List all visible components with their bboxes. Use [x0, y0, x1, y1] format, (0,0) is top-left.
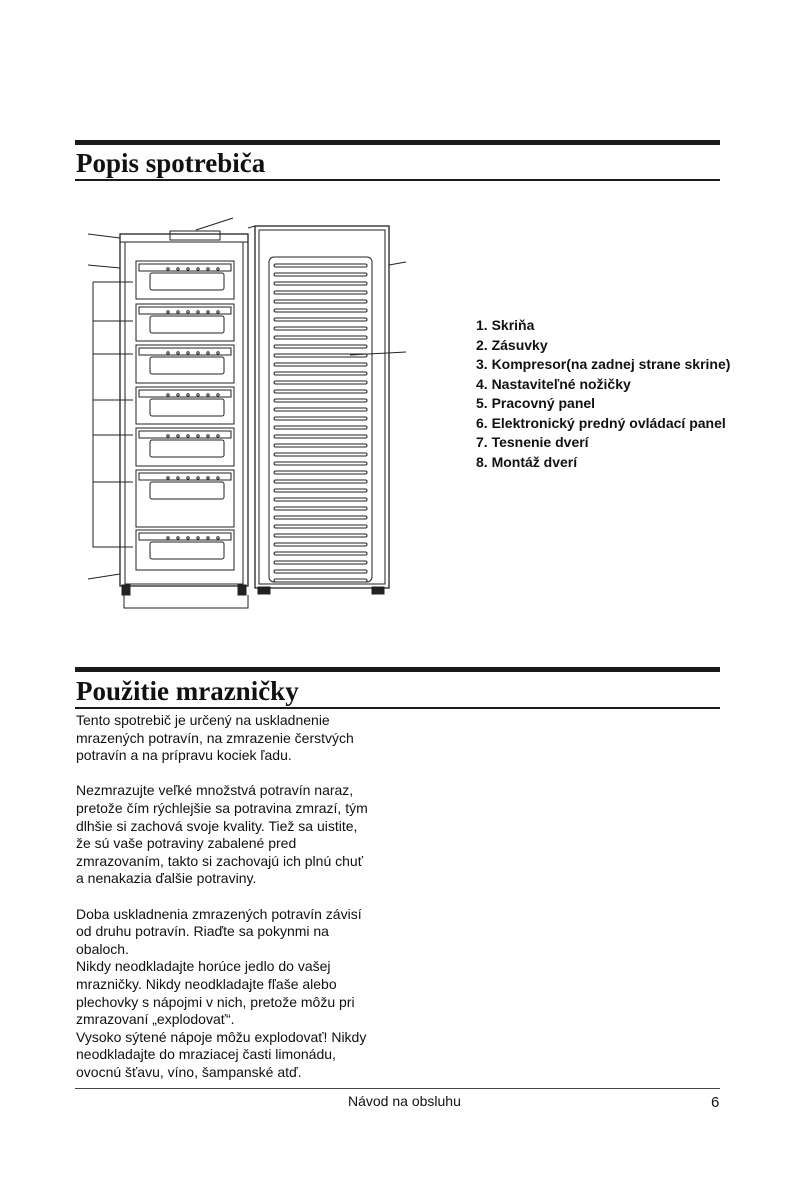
text-line: od druhu potravín. Riaďte sa pokynmi na	[76, 923, 329, 940]
legend-item: 3. Kompresor(na zadnej strane skrine)	[476, 356, 731, 372]
freezer-cabinet	[120, 218, 248, 608]
door-rail	[274, 444, 367, 447]
door-rail	[274, 336, 367, 339]
door-rail	[274, 372, 367, 375]
door-rail	[274, 552, 367, 555]
door-rail	[274, 570, 367, 573]
freezer-diagram	[88, 212, 408, 612]
door-rail	[274, 543, 367, 546]
door-rail	[274, 426, 367, 429]
text-line: ovocnú šťavu, víno, šampanské atď.	[76, 1063, 302, 1080]
section-rule-bottom	[75, 707, 720, 709]
door-rail	[274, 399, 367, 402]
text-line: Nezmrazujte veľké množstvá potravín naraz,	[76, 782, 354, 799]
section-title-description: Popis spotrebiča	[76, 148, 266, 178]
drawer	[136, 345, 234, 383]
footer-rule	[75, 1088, 720, 1089]
paragraph	[76, 906, 396, 1082]
text-line: Nikdy neodkladajte horúce jedlo do vašej	[76, 958, 331, 975]
text-line: mrazničky. Nikdy neodkladajte fľaše alebo	[76, 975, 337, 992]
text-line: že sú vaše potraviny zabalené pred	[76, 835, 297, 852]
page-number: 6	[711, 1094, 720, 1111]
text-line: mrazených potravín, na zmrazenie čerstvých	[76, 729, 354, 746]
text-line: neodkladajte do mraziacej časti limonádu,	[76, 1046, 336, 1063]
door-rail	[274, 390, 367, 393]
door-rail	[274, 318, 367, 321]
door-rail	[274, 435, 367, 438]
text-line: pretože čím rýchlejšie sa potravina zmrazí, tým	[76, 799, 368, 816]
text-line: dlhšie si zachová svoje kvality. Tiež sa uistite,	[76, 817, 358, 834]
door-rail	[274, 309, 367, 312]
drawer	[136, 304, 234, 341]
door-rail	[274, 480, 367, 483]
section-rule-bottom	[75, 179, 720, 181]
door-rail	[274, 489, 367, 492]
door-rail	[274, 282, 367, 285]
paragraph	[76, 782, 396, 888]
text-line: zmrazovaní „explodovať“.	[76, 1011, 235, 1028]
door-rail	[274, 408, 367, 411]
door-rail	[274, 498, 367, 501]
text-line: Tento spotrebič je určený na uskladnenie	[76, 712, 330, 728]
door-rail	[274, 471, 367, 474]
door-rail	[274, 327, 367, 330]
door-rail	[274, 417, 367, 420]
door-rail	[274, 561, 367, 564]
text-line: Doba uskladnenia zmrazených potravín závisí	[76, 905, 362, 922]
legend-item: 7. Tesnenie dverí	[476, 434, 589, 450]
section-title-usage: Použitie mrazničky	[76, 676, 299, 706]
drawer	[136, 261, 234, 299]
parts-legend	[476, 316, 730, 472]
door-rail	[274, 525, 367, 528]
door-rails	[274, 264, 367, 582]
paragraph	[76, 712, 396, 765]
text-line: potravín a na prípravu kociek ľadu.	[76, 747, 292, 764]
freezer-door	[248, 226, 389, 594]
section-rule-top	[75, 667, 720, 672]
door-rail	[274, 345, 367, 348]
usage-body-text	[76, 712, 396, 1081]
legend-item: 5. Pracovný panel	[476, 395, 596, 411]
legend-item: 4. Nastaviteľné nožičky	[476, 375, 631, 392]
drawer	[136, 530, 234, 570]
door-rail	[274, 300, 367, 303]
door-rail	[274, 507, 367, 510]
text-line: Vysoko sýtené nápoje môžu explodovať! Nikdy	[76, 1028, 367, 1045]
text-line: a nenakazia ďalšie potraviny.	[76, 870, 257, 887]
door-rail	[274, 264, 367, 267]
door-rail	[274, 273, 367, 276]
text-line: plechovky s nápojmi v nich, pretože môžu pri	[76, 993, 355, 1010]
legend-item: 1. Skriňa	[476, 317, 535, 333]
text-line: zmrazovaním, takto si zachovajú ich plnú chuť	[76, 852, 363, 869]
drawer	[136, 428, 234, 466]
door-rail	[274, 291, 367, 294]
door-rail	[274, 381, 367, 384]
door-rail	[274, 579, 367, 582]
door-rail	[274, 516, 367, 519]
drawer	[136, 470, 234, 527]
drawer-stack	[136, 261, 234, 570]
section-rule-top	[75, 140, 720, 145]
door-rail	[274, 363, 367, 366]
text-line: obaloch.	[76, 940, 129, 957]
legend-item: 2. Zásuvky	[476, 336, 548, 353]
legend-item: 6. Elektronický predný ovládací panel	[476, 414, 726, 431]
door-rail	[274, 534, 367, 537]
footer-label: Návod na obsluhu	[348, 1093, 461, 1109]
drawer	[136, 387, 234, 424]
legend-item: 8. Montáž dverí	[476, 453, 578, 470]
door-rail	[274, 453, 367, 456]
door-rail	[274, 462, 367, 465]
